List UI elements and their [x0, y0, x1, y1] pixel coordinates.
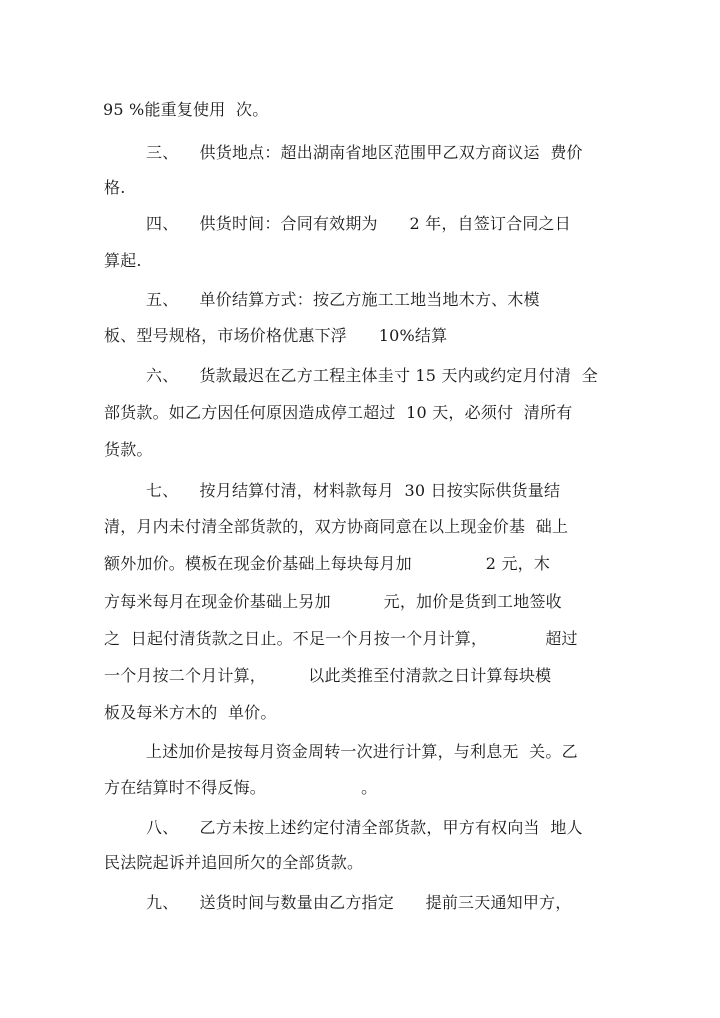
text-line: 额外加价。模板在现金价基础上每块每月加 2 元，木 [104, 554, 551, 573]
text-line: 之 日起付清货款之日止。不足一个月按一个月计算， 超过 [104, 629, 578, 648]
text-line: 货款。 [104, 440, 153, 459]
text-line: 一个月按二个月计算， 以此类推至付清款之日计算每块模 [104, 666, 552, 685]
text-line: 95 %能重复使用 次。 [103, 100, 269, 119]
text-line: 格. [104, 178, 126, 197]
text-line: 三、 供货地点：超出湖南省地区范围甲乙双方商议运 费价 [146, 143, 583, 162]
text-line: 七、 按月结算付清，材料款每月 30 日按实际供货量结 [146, 481, 561, 500]
text-line: 民法院起诉并追回所欠的全部货款。 [104, 853, 364, 872]
text-line: 四、 供货时间：合同有效期为 2 年，自签订合同之日 [146, 214, 571, 233]
text-line: 方在结算时不得反悔。 。 [104, 778, 378, 797]
text-line: 算起. [104, 251, 142, 270]
text-line: 板、型号规格，市场价格优惠下浮 10%结算 [104, 326, 448, 345]
text-line: 六、 货款最迟在乙方工程主体圭寸 15 天内或约定月付清 全 [146, 366, 598, 385]
text-line: 清，月内未付清全部货款的，双方协商同意在以上现金价基 础上 [104, 517, 569, 536]
text-line: 板及每米方木的 单价。 [104, 703, 277, 722]
text-line: 八、 乙方未按上述约定付清全部货款，甲方有权向当 地人 [146, 818, 583, 837]
text-line: 部货款。如乙方因任何原因造成停工超过 10 天，必须付 清所有 [104, 403, 573, 422]
text-line: 上述加价是按每月资金周转一次进行计算，与利息无 关。乙 [146, 742, 578, 761]
text-line: 方每米每月在现金价基础上另加 元，加价是货到工地签收 [104, 592, 562, 611]
text-line: 九、 送货时间与数量由乙方指定 提前三天通知甲方， [146, 893, 572, 912]
text-line: 五、 单价结算方式：按乙方施工工地当地木方、木模 [146, 290, 540, 309]
